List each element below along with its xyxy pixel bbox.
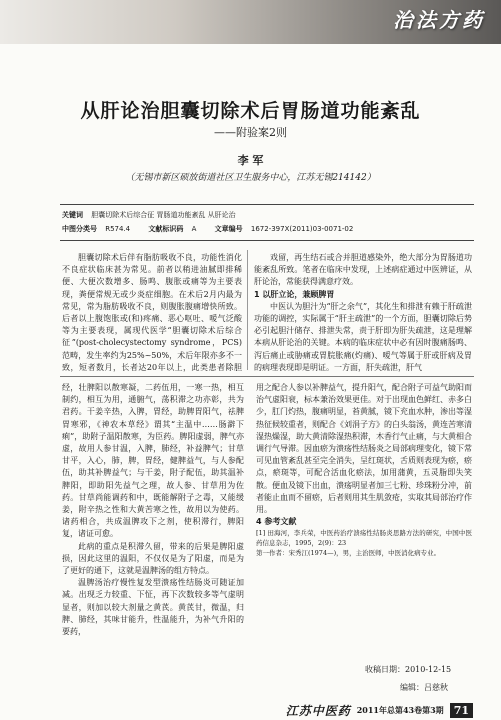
clc-value: R574.4 <box>105 225 131 233</box>
doc-code-value: A <box>191 225 197 233</box>
author-affiliation: （无锡市新区硕放街道社区卫生服务中心，江苏无锡214142） <box>125 173 376 183</box>
article-title: 从肝论治胆囊切除术后胃肠道功能紊乱 <box>80 100 421 122</box>
lower-left-paragraph-3: 温脾汤治疗慢性复发型溃疡性结肠炎可随证加减。出现乏力较重、下怔，再下次数较多等气虚明显者，则加以较大剂量之黄芪。黄芪甘，微温，归脾、肺经，其味甘能升，性温能升，为补气升阳的要药， <box>62 578 244 637</box>
page-footer <box>286 702 473 719</box>
keywords-label: 关键词 <box>62 211 83 219</box>
section-divider <box>60 376 474 377</box>
classification-line <box>62 222 472 236</box>
keywords-line <box>62 208 472 222</box>
lower-right-paragraph-1: 用之配合人参以补脾益气，提升阳气，配合附子可益气助阳而治气虚阳衰，标本兼治效果更佳。对于出现血色鲜红、赤多白少，肛门灼热，腹痛明显，苔黄腻，镜下充血水肿，渗出等湿热征候较重者，则配合《刘涓子方》的白头翁汤，黄连苦寒清湿热燥湿，助大黄清除湿热积滞，木香行气止痛，与大黄相合调行气导滞。因血瘀为溃疡性结肠炎之局部病理变化，镜下常可见血管紊乱甚至完全消失，呈红斑状，舌质则表现为瘀，瘀点，瘀斑等，可配合活血化瘀法，加用蒲黄，五灵脂即失笑散。便血及镜下出血，溃疡明显者加三七粉、珍珠粉分冲，前者能止血而不留瘀，后者则用其生肌敛疮，实取其局部治疗作用。 <box>256 383 472 515</box>
article-id-label: 文章编号 <box>214 225 243 233</box>
upper-right-paragraph: 戏留，再生结石或合并胆道感染外，绝大部分为胃肠道功能紊乱所致。笔者在临床中发现，上述病症通过中医辨证，从肝论治，常能获得满意疗效。 <box>254 253 472 287</box>
clc-label: 中图分类号 <box>62 225 97 233</box>
meta-top-rule <box>60 204 474 205</box>
upper-right-paragraph-2: 中医认为胆汁为“肝之余气”，其化生和排泄有赖于肝疏泄功能的调控，实际属于“肝主疏泄”的一个方面，胆囊切除后势必引起胆汁储存、排泄失常，责于肝即为肝失疏泄，这是理解本病从肝论治的关键。本病的临床症状中必有因时腹痛肠鸣、泻后痛止或胁痛或胃脘胀痛(灼痛)、嗳气等属于肝或肝病及胃的病理表现即是明证。一方面，肝失疏泄，肝气 <box>254 301 472 372</box>
column-divider <box>247 250 248 370</box>
journal-name: 江苏中医药 <box>285 704 351 718</box>
article-metadata <box>62 208 472 236</box>
lower-left-paragraph-1: 经，壮脾阳以散寒凝，二药伍用，一寒一热，相互制约，相互为用，通腑气，荡积滞之功亦彰，共为君药。干姜辛热，入脾，胃经，助脾胃阳气，祛脾胃寒邪，《神农本草经》谓其“主温中……肠澼下痢”，助附子温阳散寒，为臣药。脾阳虚弱，脾气亦虚，故用人参甘温，入脾，肺经，补益脾气；甘草甘平，入心，肺，脾，胃经，健脾益气，与人参配伍，助其补脾益气；与干姜，附子配伍，助其温补脾阳，即助阳先益气之理，故人参、甘草用为佐药。甘草尚能调药和中，既能解附子之毒，又能缓姜，附辛热之性和大黄苦寒之性，故用以为使药。诸药相合，共成温脾攻下之剂，使积滞行，脾阳复，诸证可愈。 <box>62 383 244 539</box>
references-heading: 4 参考文献 <box>256 517 297 527</box>
doc-code-label: 文献标识码 <box>148 225 184 233</box>
lower-left-paragraph-2: 此病的重点是积滞久留，带来的后果是脾阳虚损，因此这里的温阳，不仅仅是为了阳虚，而是为了更好的通下，这就是温脾汤的组方特点。 <box>62 541 244 576</box>
issue-info: 2011年总第43卷第3期 <box>356 705 444 715</box>
editor-name: 编辑：吕慈秋 <box>400 683 448 692</box>
reference-item: [1] 田海河，李兵荣，中医药治疗溃疡性结肠炎思路方法的研究，中国中医药信息杂志，1995，2(9)：23 <box>256 529 472 548</box>
upper-left-column <box>62 252 242 374</box>
section-logo: 治法方药 <box>393 8 485 32</box>
article-id-value: 1672-397X(2011)03-0071-02 <box>250 225 354 233</box>
page-number: 71 <box>450 703 473 718</box>
article-subtitle: ——附验案2则 <box>214 126 287 139</box>
received-date: 收稿日期：2010-12-15 <box>365 665 452 674</box>
author-note: 第一作者：宋秀江(1974—)，男，主治医师，中医消化病专业。 <box>256 549 441 558</box>
author-name: 李 军 <box>237 154 264 167</box>
lower-left-column <box>62 382 244 688</box>
section-heading-1: 1 以肝立论，兼顾脾胃 <box>254 289 335 299</box>
meta-bottom-rule <box>60 240 474 241</box>
header-band <box>0 0 501 44</box>
upper-right-column <box>254 252 472 374</box>
upper-left-paragraph: 胆囊切除术后伴有脂肪吸收不良，功能性消化不良症状临床甚为常见。前者以稍进油腻即排稀便、大便次数增多、肠鸣、腹胀或痛等为主要表现，粪便常规无或少炎症细胞。在术后2月内最为常见，常为脂肪吸收不良，则腹胀腹痛增快所致。后者以上腹饱胀或(和)疼痛、恶心呕吐、嗳气泛酸等为主要表现，属现代医学“胆囊切除术后综合征”(post-cholecystectomy syndrome，PCS)范畴，发生率约为25%~50%，术后年限亦多不一致，短者数月，长者达20年以上，此类患者除胆 <box>62 253 242 372</box>
lower-right-column <box>256 382 472 660</box>
keywords: 胆囊切除术后综合征 胃肠道功能紊乱 从肝论治 <box>91 211 236 219</box>
